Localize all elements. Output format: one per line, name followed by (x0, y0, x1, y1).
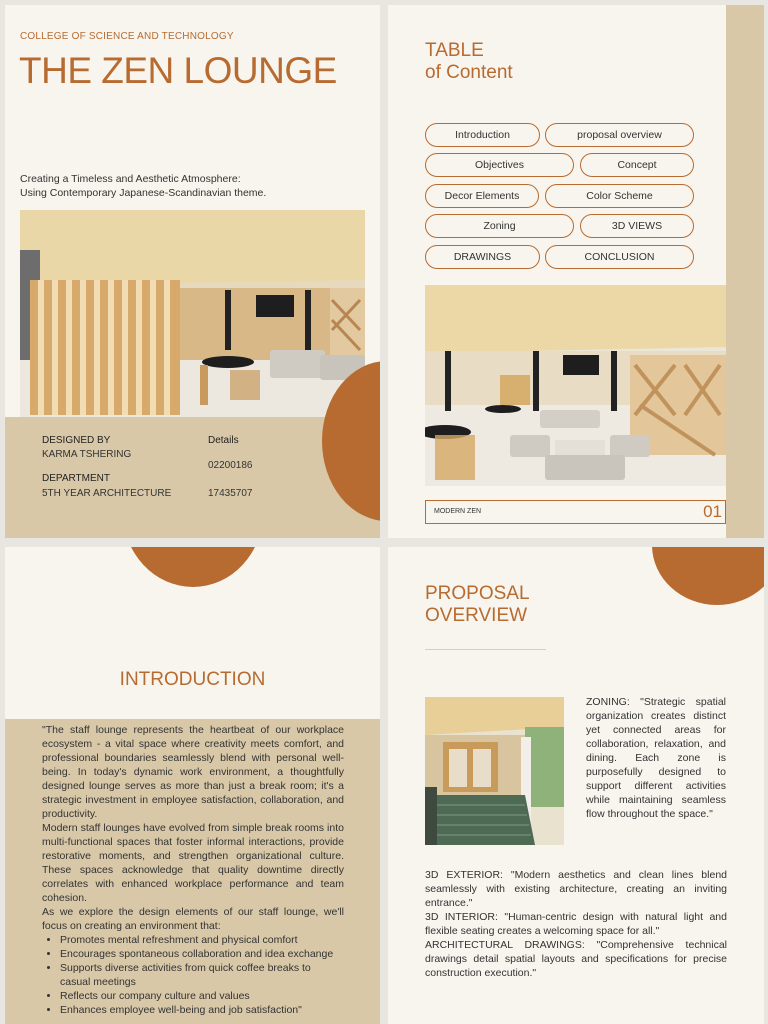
exterior-entrance-render-image (425, 697, 564, 845)
toc-item-objectives[interactable]: Objectives (425, 153, 574, 177)
intro-paragraph-1: "The staff lounge represents the heartbeat of our workplace ecosystem - a vital space where creativity meets comfort, and professional boundaries seamlessly blend with personal well-being. In today's dynamic work environment, a thoughtfully designed lounge serves as more than just a break room; it's a strategic investment in employee satisfaction, collaboration, and productivity. (42, 724, 344, 820)
table-of-content-page (388, 5, 764, 538)
toc-item-drawings[interactable]: DRAWINGS (425, 245, 540, 269)
toc-title-line-2: of Content (425, 62, 513, 83)
divider (425, 649, 546, 650)
footer-label: MODERN ZEN (434, 508, 482, 515)
page-title: THE ZEN LOUNGE (19, 50, 337, 91)
toc-item-proposal-overview[interactable]: proposal overview (545, 123, 694, 147)
designed-by-value: KARMA TSHERING (42, 449, 132, 460)
subtitle-line-1: Creating a Timeless and Aesthetic Atmosphere: (20, 173, 241, 185)
list-item: • Supports diverse activities from quick coffee breaks to casual meetings (60, 961, 344, 989)
details-value-1: 02200186 (208, 460, 253, 471)
side-strip (726, 5, 764, 538)
decorative-circle (652, 547, 764, 605)
toc-item-3d-views[interactable]: 3D VIEWS (580, 214, 694, 238)
proposal-title-line-2: OVERVIEW (425, 605, 528, 626)
introduction-title: INTRODUCTION (119, 669, 266, 690)
zoning-description: ZONING: "Strategic spatial organization creates distinct yet connected areas for collaboration, relaxation, and dining. Each zone is purposefully designed to support different activities while maintaining seamless flow throughout the space." (586, 696, 726, 820)
lounge-overview-render-image (425, 285, 726, 486)
lounge-interior-render-image (20, 210, 365, 418)
proposal-body (425, 868, 727, 980)
subtitle-line-2: Using Contemporary Japanese-Scandinavian theme. (20, 187, 267, 199)
proposal-overview-page (388, 547, 764, 1024)
toc-title (425, 40, 513, 84)
department-label: DEPARTMENT (42, 473, 110, 484)
exterior-description: 3D EXTERIOR: "Modern aesthetics and clean lines blend seamlessly with existing architecture, creating an inviting entrance." (425, 869, 727, 909)
toc-item-decor-elements[interactable]: Decor Elements (425, 184, 539, 208)
intro-bullet-list (42, 933, 344, 1017)
intro-paragraph-2: Modern staff lounges have evolved from simple break rooms into multi-functional spaces that foster informal interactions, provide restorative moments, and strengthen organizational culture. These spaces acknowledge that quality downtime directly correlates with enhanced workplace performance and team cohesion. (42, 822, 344, 904)
toc-item-conclusion[interactable]: CONCLUSION (545, 245, 694, 269)
page-number: 01 (703, 502, 722, 521)
proposal-title-line-1: PROPOSAL (425, 583, 530, 604)
toc-item-zoning[interactable]: Zoning (425, 214, 574, 238)
college-name: COLLEGE OF SCIENCE AND TECHNOLOGY (20, 31, 234, 42)
list-item: • Encourages spontaneous collaboration and idea exchange (60, 947, 344, 961)
toc-item-introduction[interactable]: Introduction (425, 123, 540, 147)
list-item: • Promotes mental refreshment and physical comfort (60, 933, 344, 947)
toc-item-color-scheme[interactable]: Color Scheme (545, 184, 694, 208)
cover-subtitle (20, 172, 266, 200)
decorative-circle (123, 547, 263, 587)
toc-item-concept[interactable]: Concept (580, 153, 694, 177)
drawings-description: ARCHITECTURAL DRAWINGS: "Comprehensive technical drawings detail spatial layouts and specifications for precise construction execution." (425, 939, 727, 979)
details-label: Details (208, 435, 239, 446)
list-item: • Reflects our company culture and values (60, 989, 344, 1003)
list-item: • Enhances employee well-being and job satisfaction" (60, 1003, 344, 1017)
introduction-page (5, 547, 380, 1024)
proposal-title (425, 583, 530, 627)
interior-description: 3D INTERIOR: "Human-centric design with natural light and flexible seating creates a welcoming space for all." (425, 911, 727, 937)
details-value-2: 17435707 (208, 488, 253, 499)
cover-page (5, 5, 380, 538)
department-value: 5TH YEAR ARCHITECTURE (42, 488, 172, 499)
intro-paragraph-3: As we explore the design elements of our staff lounge, we'll focus on creating an environment that: (42, 906, 344, 932)
introduction-body (42, 723, 344, 1017)
footer-bar (425, 500, 726, 524)
designed-by-label: DESIGNED BY (42, 435, 111, 446)
toc-title-line-1: TABLE (425, 40, 484, 61)
